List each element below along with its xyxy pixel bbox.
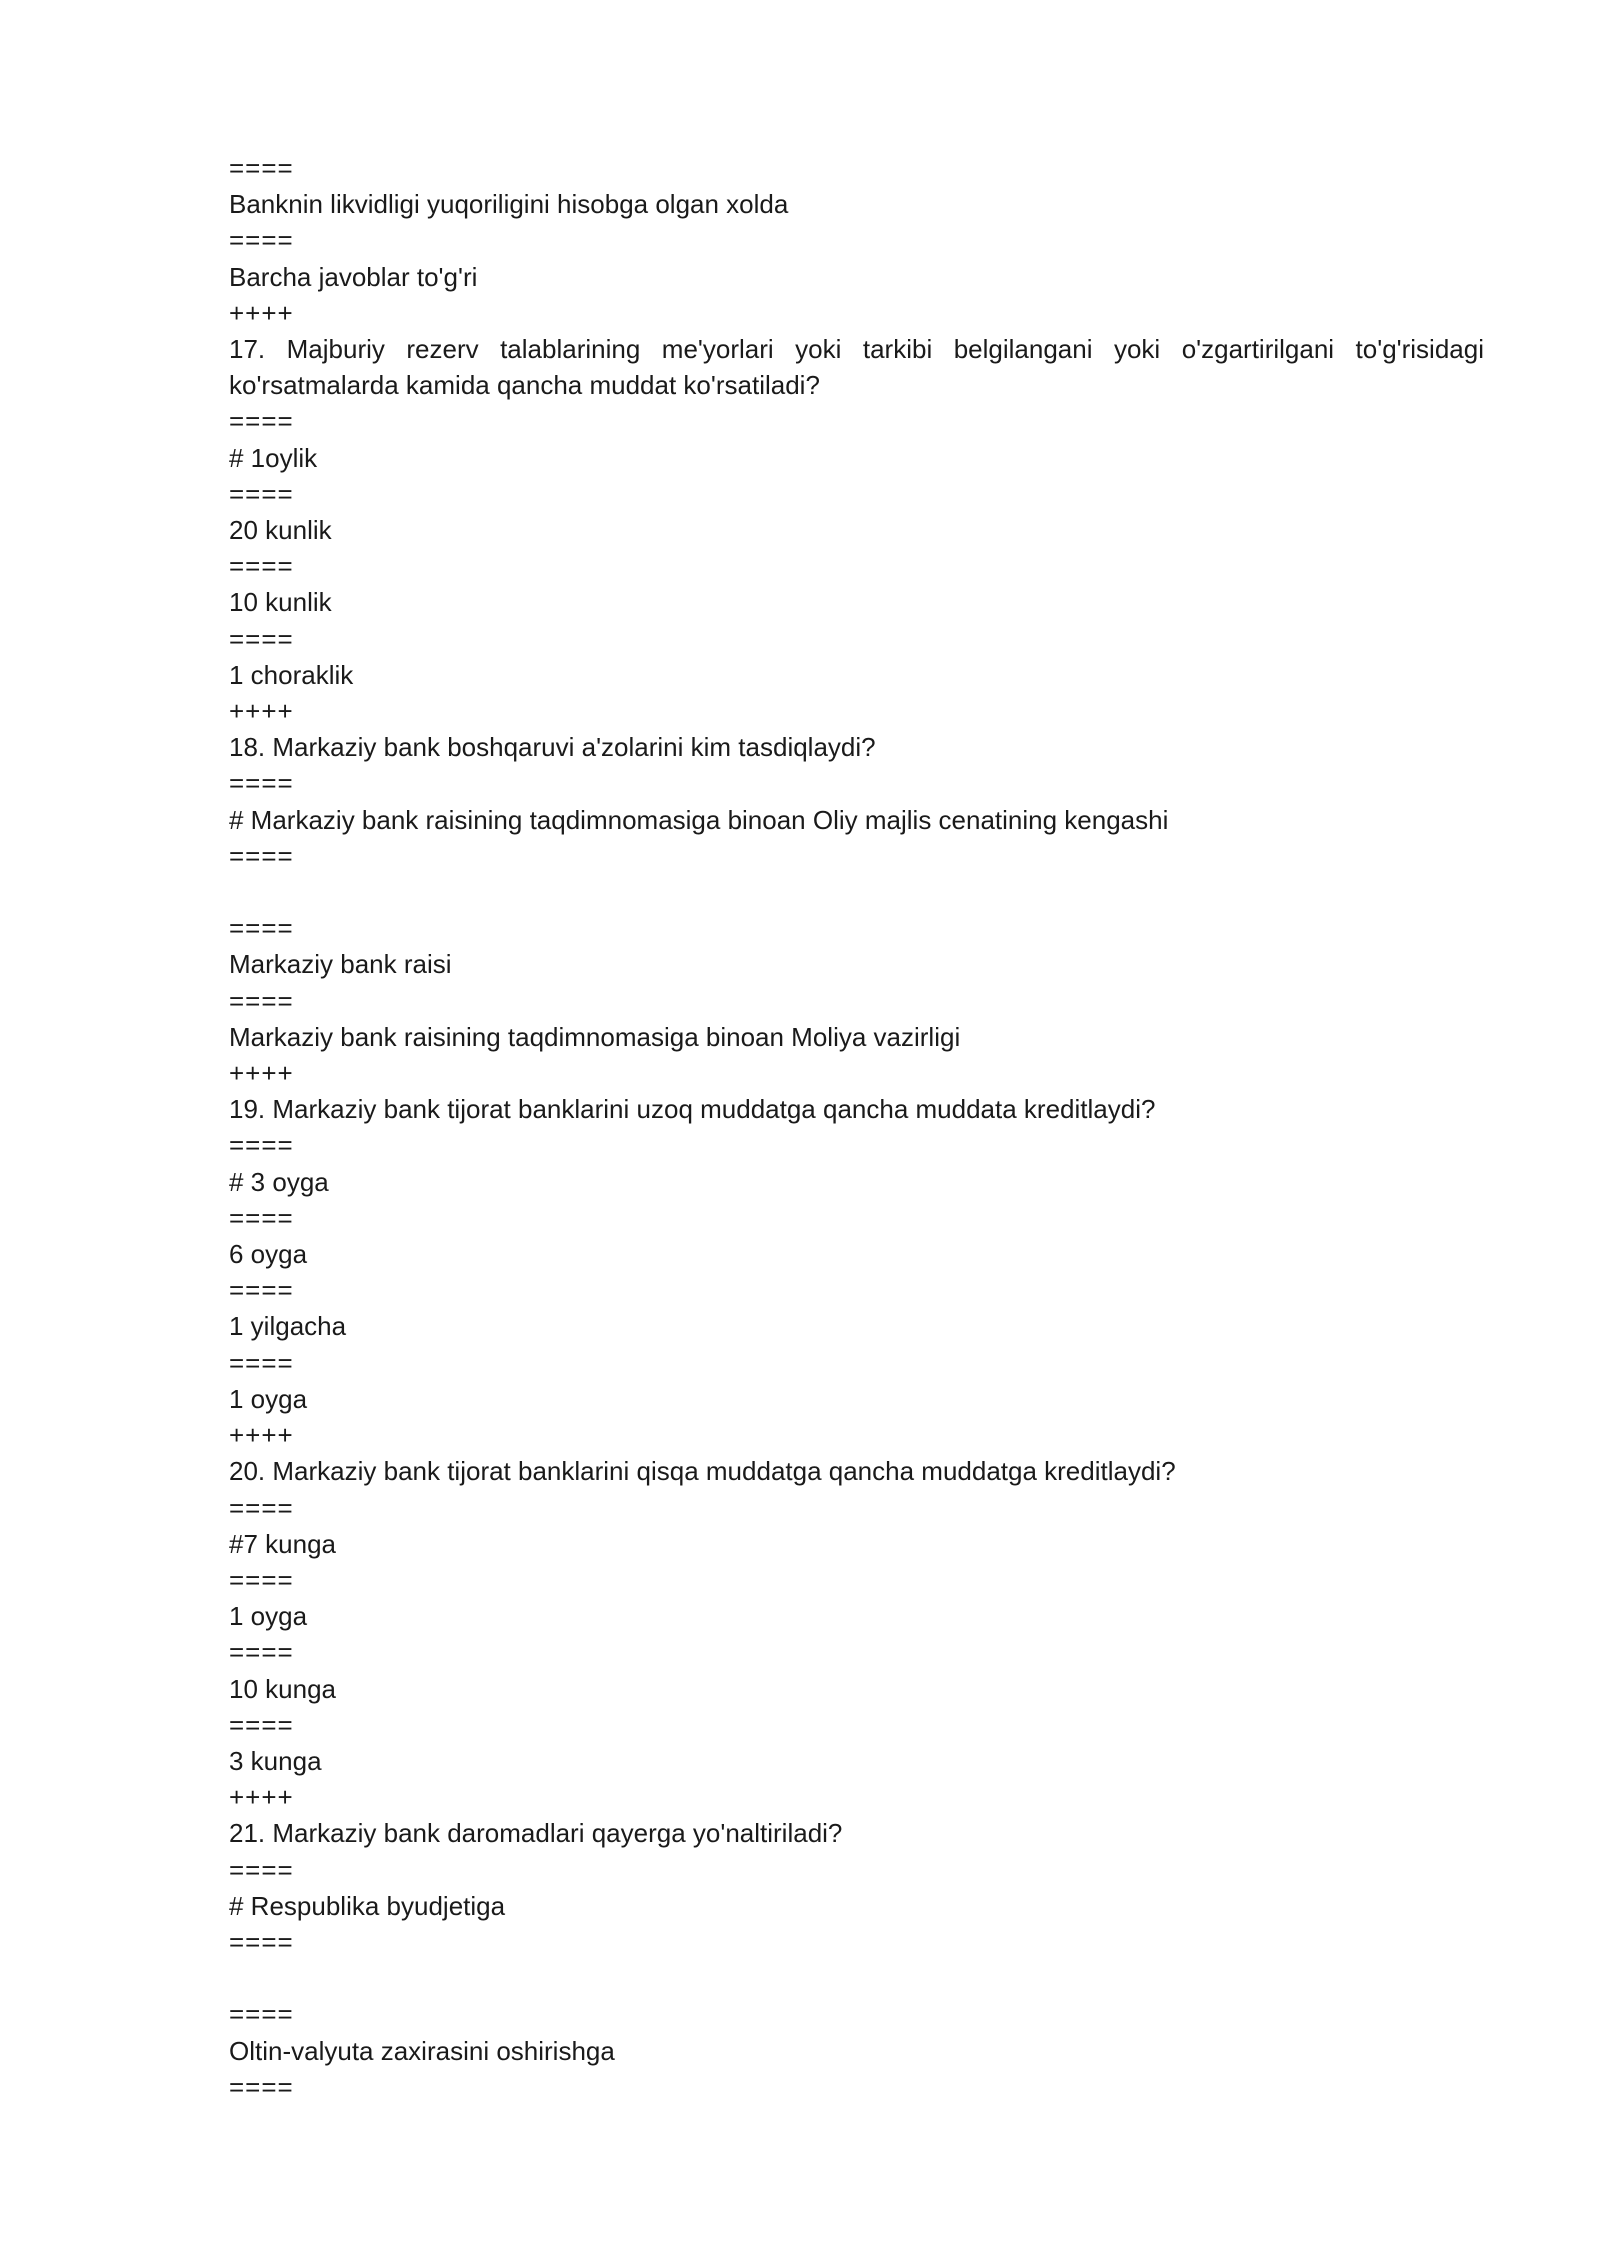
separator-line: ==== [229,406,294,437]
separator-line: ==== [229,1854,294,1885]
separator-line: ==== [229,1202,294,1233]
text-line: 21. Markaziy bank daromadlari qayerga yo'naltiriladi? [229,1818,843,1849]
text-line: 6 oyga [229,1239,308,1270]
separator-line: ++++ [229,1420,294,1451]
separator-line: ==== [229,1130,294,1161]
separator-line: ==== [229,913,294,944]
text-line: 20. Markaziy bank tijorat banklarini qisqa muddatga qancha muddatga kreditlaydi? [229,1456,1176,1487]
text-line: 19. Markaziy bank tijorat banklarini uzoq muddatga qancha muddata kreditlaydi? [229,1094,1156,1125]
text-line: Markaziy bank raisining taqdimnomasiga binoan Moliya vazirligi [229,1021,961,1052]
text-line: #7 kunga [229,1528,336,1559]
text-line: 1 choraklik [229,659,354,690]
separator-line: ==== [229,1564,294,1595]
separator-line: ==== [229,153,294,183]
text-line: Barcha javoblar to'g'ri [229,261,478,292]
text-line: 3 kunga [229,1745,322,1776]
text-line: # 3 oyga [229,1166,329,1197]
separator-line: ==== [229,623,294,654]
text-line: Markaziy bank raisi [229,949,452,980]
separator-line: ==== [229,1926,294,1957]
text-line: # Markaziy bank raisining taqdimnomasiga binoan Oliy majlis cenatining kengashi [229,804,1169,835]
text-line: # Respublika byudjetiga [229,1890,506,1921]
text-line: Banknin likvidligi yuqoriligini hisobga olgan xolda [229,189,789,220]
separator-line: ==== [229,1347,294,1378]
separator-line: ==== [229,1637,294,1668]
separator-line: ==== [229,985,294,1016]
separator-line: ==== [229,551,294,582]
separator-line: ++++ [229,696,294,727]
blank-line [229,1960,1484,1996]
separator-line: ==== [229,1492,294,1523]
separator-line: ++++ [229,297,294,328]
separator-line: ==== [229,768,294,799]
separator-line: ++++ [229,1058,294,1089]
blank-line [229,874,1484,910]
separator-line: ++++ [229,1782,294,1813]
text-line: 1 oyga [229,1601,308,1632]
separator-line: ==== [229,1275,294,1306]
separator-line: ==== [229,1709,294,1740]
text-line: 10 kunga [229,1673,336,1704]
separator-line: ==== [229,840,294,871]
text-line: 10 kunlik [229,587,332,618]
text-line: 1 yilgacha [229,1311,347,1342]
text-line: 20 kunlik [229,515,332,546]
question-line: 17. Majburiy rezerv talablarining me'yorlari yoki tarkibi belgilangani yoki o'zgartirilgani to'g'risidagi ko'rsatmalarda kamida qancha muddat ko'rsatiladi? [229,334,1492,401]
document-page [229,150,1492,2105]
text-line: # 1oylik [229,442,318,473]
separator-line: ==== [229,1999,294,2030]
text-line: 18. Markaziy bank boshqaruvi a'zolarini kim tasdiqlaydi? [229,732,876,763]
separator-line: ==== [229,2071,294,2102]
text-line: Oltin-valyuta zaxirasini oshirishga [229,2035,615,2066]
text-line: 1 oyga [229,1383,308,1414]
separator-line: ==== [229,225,294,256]
separator-line: ==== [229,478,294,509]
